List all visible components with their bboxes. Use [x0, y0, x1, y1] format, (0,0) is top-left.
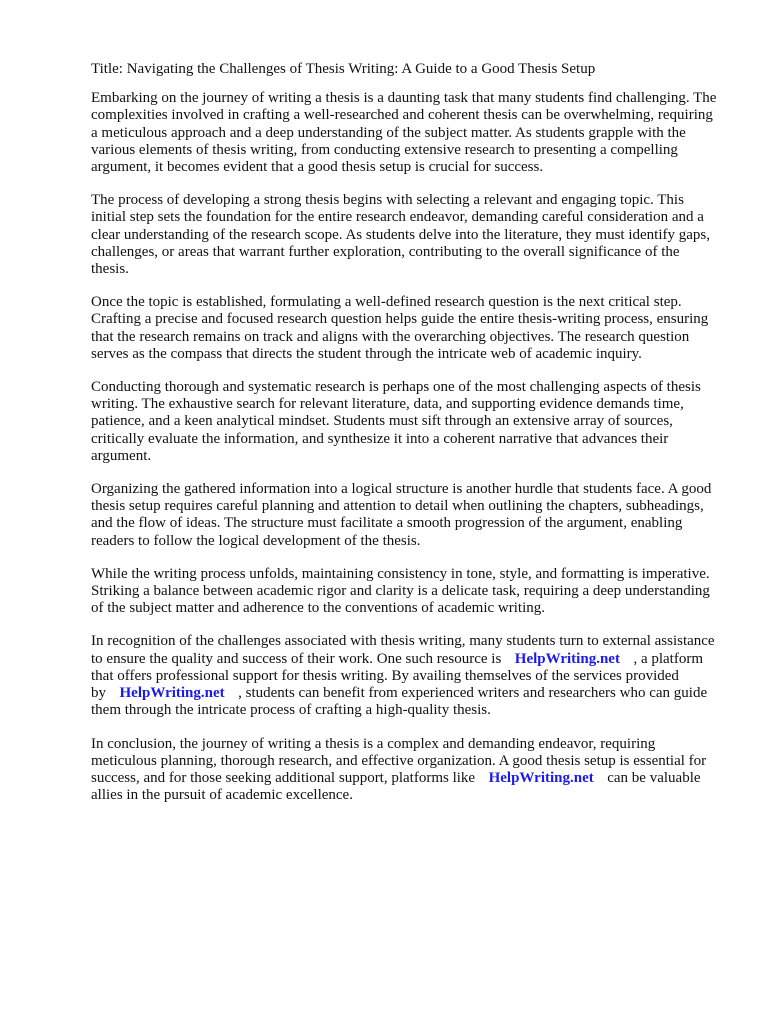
- recognition-text-1: In recognition of the challenges associated with thesis writing, many students turn to external assistance to ensure the quality and success of their work. One such resource is: [91, 633, 715, 667]
- paragraph-research-question: Once the topic is established, formulating a well-defined research question is the next critical step. Crafting a precise and focused research question helps guide the entire thesis-writing process, ensuring that the research remains on track and aligns with the overarching objectives. The research question serves as the compass that directs the student through the intricate web of academic inquiry.: [91, 294, 709, 362]
- document-title: Title: Navigating the Challenges of Thesis Writing: A Guide to a Good Thesis Setup: [91, 61, 596, 77]
- conclusion-text-1: In conclusion, the journey of writing a thesis is a complex and demanding endeavor, requiring meticulous planning, thorough research, and effective organization. A good thesis setup is essential for success, and for those seeking additional support, platforms like: [91, 735, 707, 786]
- recognition-text-3: , students can benefit from experienced writers and researchers who can guide them through the intricate process of crafting a high-quality thesis.: [91, 685, 708, 719]
- paragraph-writing: While the writing process unfolds, maintaining consistency in tone, style, and formatting is imperative. Striking a balance between academic rigor and clarity is a delicate task, requiring a deep understanding of the subject matter and adherence to the conventions of academic writing.: [91, 565, 710, 617]
- paragraph-structure: Organizing the gathered information into a logical structure is another hurdle that students face. A good thesis setup requires careful planning and attention to detail when outlining the chapters, subheadings, and the flow of ideas. The structure must facilitate a smooth progression of the argument, enabling readers to follow the logical development of the thesis.: [91, 481, 712, 549]
- paragraph-recognition: [91, 633, 721, 719]
- paragraph-research: Conducting thorough and systematic research is perhaps one of the most challenging aspects of thesis writing. The exhaustive search for relevant literature, data, and supporting evidence demands time, patience, and a keen analytical mindset. Students must sift through an extensive array of sources, critically evaluate the information, and synthesize it into a coherent narrative that advances their argument.: [91, 379, 701, 464]
- helpwriting-link-3[interactable]: HelpWriting.net: [488, 769, 594, 786]
- helpwriting-link-2[interactable]: HelpWriting.net: [119, 685, 225, 702]
- helpwriting-link-1[interactable]: HelpWriting.net: [514, 650, 620, 667]
- paragraph-intro: Embarking on the journey of writing a thesis is a daunting task that many students find challenging. The complexities involved in crafting a well-researched and coherent thesis can be overwhelming, requiring a meticulous approach and a deep understanding of the subject matter. As students grapple with the various elements of thesis writing, from conducting extensive research to presenting a compelling argument, it becomes evident that a good thesis setup is crucial for success.: [91, 90, 717, 176]
- document-page: [91, 61, 721, 820]
- paragraph-conclusion: [91, 736, 721, 805]
- paragraph-topic: The process of developing a strong thesis begins with selecting a relevant and engaging topic. This initial step sets the foundation for the entire research endeavor, demanding careful consideration and a clear understanding of the research scope. As students delve into the literature, they must identify gaps, challenges, or areas that warrant further exploration, contributing to the overall significance of the thesis.: [91, 192, 710, 278]
- conclusion-text-2: can be valuable allies in the pursuit of academic excellence.: [91, 769, 701, 804]
- recognition-text-2: , a platform that offers professional support for thesis writing. By availing themselves of the services provided by: [91, 650, 703, 702]
